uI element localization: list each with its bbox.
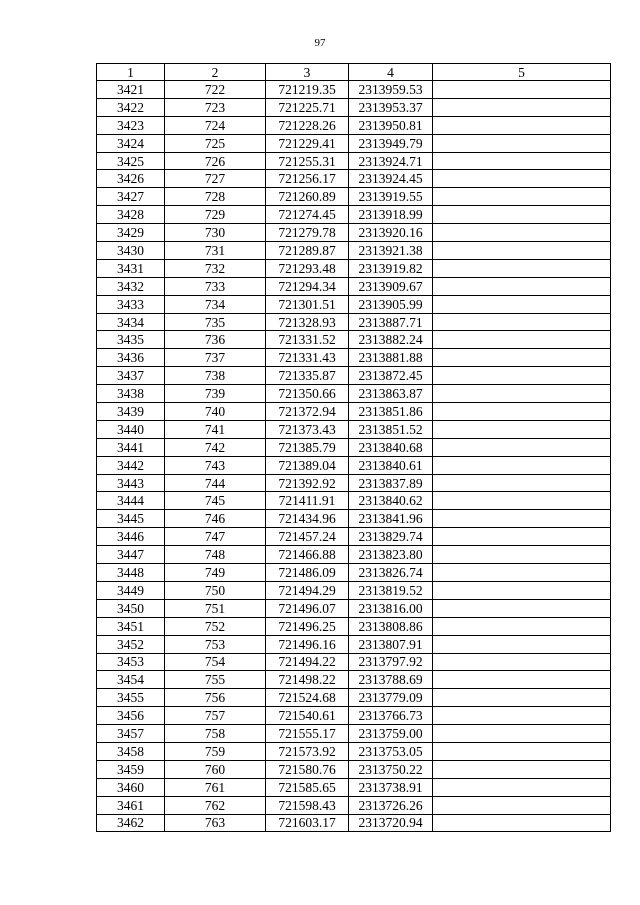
table-cell-col-2: 739 [165, 385, 266, 403]
table-row [97, 134, 611, 152]
table-cell-col-2: 731 [165, 242, 266, 260]
table-cell-col-5 [433, 81, 611, 99]
table-cell-col-1: 3424 [97, 134, 165, 152]
table-cell-col-5 [433, 617, 611, 635]
table-cell-col-4: 2313887.71 [349, 313, 433, 331]
table-cell-col-2: 728 [165, 188, 266, 206]
table-cell-col-3: 721496.07 [266, 599, 349, 617]
table-row [97, 81, 611, 99]
table-cell-col-1: 3453 [97, 653, 165, 671]
table-row [97, 456, 611, 474]
table-cell-col-3: 721555.17 [266, 725, 349, 743]
table-cell-col-5 [433, 814, 611, 832]
table-cell-col-2: 730 [165, 224, 266, 242]
table-cell-col-4: 2313949.79 [349, 134, 433, 152]
table-cell-col-5 [433, 367, 611, 385]
table-row [97, 778, 611, 796]
table-cell-col-4: 2313863.87 [349, 385, 433, 403]
table-cell-col-4: 2313753.05 [349, 742, 433, 760]
table-row [97, 367, 611, 385]
table-cell-col-2: 763 [165, 814, 266, 832]
table-cell-col-3: 721331.52 [266, 331, 349, 349]
table-cell-col-3: 721496.16 [266, 635, 349, 653]
table-row [97, 742, 611, 760]
table-cell-col-3: 721434.96 [266, 510, 349, 528]
table-cell-col-4: 2313823.80 [349, 546, 433, 564]
table-row [97, 492, 611, 510]
table-cell-col-4: 2313779.09 [349, 689, 433, 707]
table-row [97, 635, 611, 653]
table-cell-col-5 [433, 224, 611, 242]
table-cell-col-3: 721328.93 [266, 313, 349, 331]
table-cell-col-3: 721486.09 [266, 564, 349, 582]
table-cell-col-3: 721466.88 [266, 546, 349, 564]
table-cell-col-1: 3430 [97, 242, 165, 260]
table-cell-col-5 [433, 152, 611, 170]
table-cell-col-1: 3450 [97, 599, 165, 617]
table-row [97, 259, 611, 277]
table-row [97, 707, 611, 725]
table-row [97, 277, 611, 295]
table-cell-col-3: 721256.17 [266, 170, 349, 188]
table-cell-col-2: 744 [165, 474, 266, 492]
table-cell-col-3: 721389.04 [266, 456, 349, 474]
table-header-row [97, 64, 611, 81]
table-cell-col-1: 3443 [97, 474, 165, 492]
table-cell-col-4: 2313924.45 [349, 170, 433, 188]
table-cell-col-1: 3435 [97, 331, 165, 349]
table-cell-col-1: 3428 [97, 206, 165, 224]
table-row [97, 349, 611, 367]
table-cell-col-5 [433, 170, 611, 188]
table-cell-col-4: 2313918.99 [349, 206, 433, 224]
table-cell-col-2: 725 [165, 134, 266, 152]
table-cell-col-4: 2313882.24 [349, 331, 433, 349]
table-cell-col-2: 741 [165, 420, 266, 438]
table-cell-col-2: 757 [165, 707, 266, 725]
table-cell-col-3: 721219.35 [266, 81, 349, 99]
table-cell-col-3: 721385.79 [266, 438, 349, 456]
table-cell-col-4: 2313766.73 [349, 707, 433, 725]
column-header-4: 4 [349, 64, 433, 81]
table-cell-col-5 [433, 349, 611, 367]
table-cell-col-4: 2313808.86 [349, 617, 433, 635]
table-cell-col-2: 735 [165, 313, 266, 331]
table-cell-col-3: 721260.89 [266, 188, 349, 206]
table-cell-col-1: 3433 [97, 295, 165, 313]
table-cell-col-5 [433, 116, 611, 134]
table-cell-col-4: 2313829.74 [349, 528, 433, 546]
table-cell-col-3: 721372.94 [266, 403, 349, 421]
table-row [97, 206, 611, 224]
table-cell-col-4: 2313750.22 [349, 760, 433, 778]
table-cell-col-4: 2313840.61 [349, 456, 433, 474]
table-cell-col-4: 2313788.69 [349, 671, 433, 689]
table-cell-col-2: 733 [165, 277, 266, 295]
table-cell-col-1: 3449 [97, 581, 165, 599]
table-cell-col-4: 2313840.68 [349, 438, 433, 456]
table-cell-col-4: 2313738.91 [349, 778, 433, 796]
table-cell-col-2: 742 [165, 438, 266, 456]
table-cell-col-5 [433, 564, 611, 582]
table-cell-col-3: 721289.87 [266, 242, 349, 260]
table-cell-col-1: 3436 [97, 349, 165, 367]
table-cell-col-5 [433, 653, 611, 671]
table-cell-col-5 [433, 385, 611, 403]
table-cell-col-2: 722 [165, 81, 266, 99]
table-cell-col-1: 3448 [97, 564, 165, 582]
table-cell-col-3: 721335.87 [266, 367, 349, 385]
table-cell-col-5 [433, 206, 611, 224]
table-cell-col-5 [433, 707, 611, 725]
table-cell-col-3: 721494.22 [266, 653, 349, 671]
table-cell-col-2: 729 [165, 206, 266, 224]
table-cell-col-1: 3462 [97, 814, 165, 832]
table-cell-col-5 [433, 671, 611, 689]
table-cell-col-2: 758 [165, 725, 266, 743]
table-cell-col-1: 3444 [97, 492, 165, 510]
table-cell-col-4: 2313726.26 [349, 796, 433, 814]
table-cell-col-5 [433, 635, 611, 653]
table-cell-col-5 [433, 599, 611, 617]
table-cell-col-1: 3429 [97, 224, 165, 242]
table-cell-col-2: 756 [165, 689, 266, 707]
table-row [97, 116, 611, 134]
table-cell-col-4: 2313837.89 [349, 474, 433, 492]
table-cell-col-3: 721580.76 [266, 760, 349, 778]
table-cell-col-1: 3439 [97, 403, 165, 421]
table-row [97, 295, 611, 313]
table-cell-col-2: 753 [165, 635, 266, 653]
table-cell-col-2: 762 [165, 796, 266, 814]
table-cell-col-3: 721301.51 [266, 295, 349, 313]
table-cell-col-1: 3446 [97, 528, 165, 546]
table-cell-col-2: 743 [165, 456, 266, 474]
table-row [97, 617, 611, 635]
table-cell-col-3: 721229.41 [266, 134, 349, 152]
table-cell-col-4: 2313919.82 [349, 259, 433, 277]
table-cell-col-5 [433, 528, 611, 546]
table-cell-col-2: 746 [165, 510, 266, 528]
table-cell-col-4: 2313840.62 [349, 492, 433, 510]
table-cell-col-4: 2313953.37 [349, 98, 433, 116]
table-cell-col-3: 721293.48 [266, 259, 349, 277]
table-cell-col-4: 2313881.88 [349, 349, 433, 367]
table-cell-col-3: 721524.68 [266, 689, 349, 707]
table-cell-col-5 [433, 510, 611, 528]
table-cell-col-1: 3425 [97, 152, 165, 170]
table-cell-col-5 [433, 546, 611, 564]
table-cell-col-1: 3454 [97, 671, 165, 689]
table-cell-col-5 [433, 492, 611, 510]
table-cell-col-5 [433, 456, 611, 474]
table-cell-col-1: 3427 [97, 188, 165, 206]
table-row [97, 385, 611, 403]
table-cell-col-1: 3422 [97, 98, 165, 116]
table-cell-col-2: 761 [165, 778, 266, 796]
table-cell-col-3: 721373.43 [266, 420, 349, 438]
table-cell-col-3: 721350.66 [266, 385, 349, 403]
table-cell-col-4: 2313872.45 [349, 367, 433, 385]
table-row [97, 546, 611, 564]
table-cell-col-1: 3457 [97, 725, 165, 743]
table-cell-col-3: 721392.92 [266, 474, 349, 492]
column-header-5: 5 [433, 64, 611, 81]
table-row [97, 599, 611, 617]
table-cell-col-4: 2313920.16 [349, 224, 433, 242]
column-header-2: 2 [165, 64, 266, 81]
table-cell-col-3: 721331.43 [266, 349, 349, 367]
table-cell-col-1: 3423 [97, 116, 165, 134]
table-cell-col-2: 745 [165, 492, 266, 510]
table-cell-col-1: 3432 [97, 277, 165, 295]
table-cell-col-1: 3438 [97, 385, 165, 403]
table-cell-col-4: 2313841.96 [349, 510, 433, 528]
table-cell-col-3: 721496.25 [266, 617, 349, 635]
table-row [97, 242, 611, 260]
column-header-1: 1 [97, 64, 165, 81]
table-cell-col-5 [433, 259, 611, 277]
table-cell-col-1: 3442 [97, 456, 165, 474]
table-cell-col-1: 3441 [97, 438, 165, 456]
table-cell-col-5 [433, 689, 611, 707]
table-row [97, 403, 611, 421]
table-cell-col-3: 721598.43 [266, 796, 349, 814]
table-row [97, 313, 611, 331]
table-cell-col-5 [433, 796, 611, 814]
table-cell-col-4: 2313921.38 [349, 242, 433, 260]
table-cell-col-4: 2313797.92 [349, 653, 433, 671]
table-cell-col-2: 748 [165, 546, 266, 564]
table-cell-col-1: 3426 [97, 170, 165, 188]
table-cell-col-4: 2313819.52 [349, 581, 433, 599]
table-cell-col-2: 747 [165, 528, 266, 546]
table-row [97, 671, 611, 689]
table-cell-col-5 [433, 760, 611, 778]
table-cell-col-3: 721603.17 [266, 814, 349, 832]
column-header-3: 3 [266, 64, 349, 81]
table-row [97, 564, 611, 582]
table-row [97, 420, 611, 438]
table-cell-col-4: 2313905.99 [349, 295, 433, 313]
table-cell-col-3: 721411.91 [266, 492, 349, 510]
table-cell-col-5 [433, 725, 611, 743]
table-cell-col-1: 3437 [97, 367, 165, 385]
table-cell-col-3: 721573.92 [266, 742, 349, 760]
table-cell-col-2: 738 [165, 367, 266, 385]
table-row [97, 188, 611, 206]
page-number: 97 [314, 37, 326, 49]
table-cell-col-4: 2313826.74 [349, 564, 433, 582]
table-row [97, 510, 611, 528]
table-cell-col-1: 3455 [97, 689, 165, 707]
table-cell-col-3: 721498.22 [266, 671, 349, 689]
table-cell-col-3: 721494.29 [266, 581, 349, 599]
table-cell-col-4: 2313919.55 [349, 188, 433, 206]
table-cell-col-3: 721294.34 [266, 277, 349, 295]
table-row [97, 438, 611, 456]
table-cell-col-1: 3460 [97, 778, 165, 796]
table-cell-col-5 [433, 581, 611, 599]
table-row [97, 689, 611, 707]
table-cell-col-5 [433, 331, 611, 349]
table-cell-col-4: 2313720.94 [349, 814, 433, 832]
table-row [97, 760, 611, 778]
table-cell-col-1: 3431 [97, 259, 165, 277]
coordinates-table [96, 63, 611, 832]
table-cell-col-3: 721585.65 [266, 778, 349, 796]
table-cell-col-5 [433, 134, 611, 152]
table-cell-col-2: 750 [165, 581, 266, 599]
table-cell-col-5 [433, 98, 611, 116]
table-row [97, 331, 611, 349]
table-cell-col-2: 760 [165, 760, 266, 778]
table-cell-col-1: 3445 [97, 510, 165, 528]
table-cell-col-3: 721274.45 [266, 206, 349, 224]
table-cell-col-5 [433, 277, 611, 295]
table-cell-col-5 [433, 403, 611, 421]
table-row [97, 224, 611, 242]
table-cell-col-1: 3421 [97, 81, 165, 99]
table-cell-col-4: 2313950.81 [349, 116, 433, 134]
table-cell-col-4: 2313924.71 [349, 152, 433, 170]
table-cell-col-1: 3447 [97, 546, 165, 564]
table-row [97, 152, 611, 170]
table-cell-col-2: 754 [165, 653, 266, 671]
table-row [97, 725, 611, 743]
table-cell-col-1: 3452 [97, 635, 165, 653]
table-cell-col-3: 721457.24 [266, 528, 349, 546]
table-cell-col-2: 727 [165, 170, 266, 188]
table-cell-col-1: 3440 [97, 420, 165, 438]
table-cell-col-1: 3461 [97, 796, 165, 814]
table-cell-col-5 [433, 778, 611, 796]
table-row [97, 98, 611, 116]
table-cell-col-2: 759 [165, 742, 266, 760]
table-cell-col-4: 2313959.53 [349, 81, 433, 99]
table-cell-col-2: 732 [165, 259, 266, 277]
table-row [97, 814, 611, 832]
table-row [97, 474, 611, 492]
table-row [97, 796, 611, 814]
table-cell-col-2: 737 [165, 349, 266, 367]
table-cell-col-1: 3459 [97, 760, 165, 778]
table-cell-col-4: 2313851.86 [349, 403, 433, 421]
table-cell-col-5 [433, 742, 611, 760]
table-cell-col-2: 723 [165, 98, 266, 116]
table-cell-col-5 [433, 474, 611, 492]
table-cell-col-3: 721228.26 [266, 116, 349, 134]
table-cell-col-4: 2313816.00 [349, 599, 433, 617]
table-body [97, 81, 611, 832]
table-row [97, 170, 611, 188]
table-cell-col-5 [433, 438, 611, 456]
table-cell-col-2: 749 [165, 564, 266, 582]
table-cell-col-5 [433, 420, 611, 438]
table-cell-col-2: 734 [165, 295, 266, 313]
table-cell-col-3: 721255.31 [266, 152, 349, 170]
table-cell-col-5 [433, 242, 611, 260]
table-cell-col-4: 2313759.00 [349, 725, 433, 743]
table-cell-col-1: 3456 [97, 707, 165, 725]
table-row [97, 581, 611, 599]
table-row [97, 528, 611, 546]
table-cell-col-3: 721540.61 [266, 707, 349, 725]
table-cell-col-2: 751 [165, 599, 266, 617]
table-cell-col-1: 3451 [97, 617, 165, 635]
table-cell-col-1: 3434 [97, 313, 165, 331]
table-cell-col-2: 724 [165, 116, 266, 134]
table-cell-col-4: 2313851.52 [349, 420, 433, 438]
table-cell-col-1: 3458 [97, 742, 165, 760]
table-cell-col-5 [433, 188, 611, 206]
table-cell-col-4: 2313807.91 [349, 635, 433, 653]
table-cell-col-5 [433, 295, 611, 313]
table-cell-col-2: 752 [165, 617, 266, 635]
table-cell-col-2: 726 [165, 152, 266, 170]
table-cell-col-2: 755 [165, 671, 266, 689]
table-cell-col-5 [433, 313, 611, 331]
table-cell-col-4: 2313909.67 [349, 277, 433, 295]
table-cell-col-3: 721225.71 [266, 98, 349, 116]
table-cell-col-3: 721279.78 [266, 224, 349, 242]
table-cell-col-2: 740 [165, 403, 266, 421]
table-row [97, 653, 611, 671]
table-cell-col-2: 736 [165, 331, 266, 349]
